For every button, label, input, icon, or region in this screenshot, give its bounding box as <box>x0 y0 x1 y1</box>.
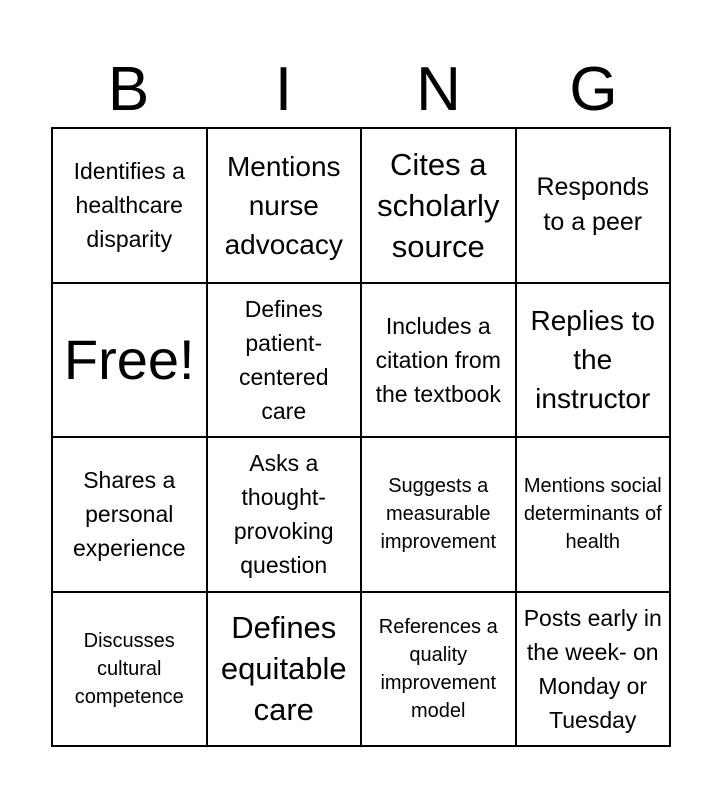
bingo-cell[interactable] <box>53 593 208 748</box>
bingo-cell-text: Defines equitable care <box>220 610 347 728</box>
bingo-cell-free[interactable] <box>53 284 208 439</box>
bingo-cell-text: Defines patient-centered care <box>238 295 329 424</box>
bingo-cell-text: Posts early in the week- on Monday or Tuesday <box>523 604 662 733</box>
bingo-cell-text: Includes a citation from the textbook <box>375 312 501 407</box>
bingo-cell[interactable] <box>517 438 672 593</box>
bingo-cell-text: Discusses cultural competence <box>74 629 184 708</box>
bingo-cell[interactable] <box>362 438 517 593</box>
header-letter-i: I <box>274 55 293 124</box>
bingo-cell[interactable] <box>53 129 208 284</box>
bingo-cell[interactable] <box>362 129 517 284</box>
bingo-cell[interactable] <box>208 284 363 439</box>
bingo-cell[interactable] <box>517 129 672 284</box>
bingo-cell[interactable] <box>208 129 363 284</box>
bingo-cell[interactable] <box>362 593 517 748</box>
bingo-cell[interactable] <box>208 438 363 593</box>
bingo-cell-text: References a quality improvement model <box>378 615 498 722</box>
bingo-cell-text: Shares a personal experience <box>72 467 186 562</box>
header-letter-g: G <box>569 55 618 124</box>
bingo-cell-text: Responds to a peer <box>536 173 650 237</box>
free-space-text: Free! <box>63 327 195 391</box>
bingo-card-grid <box>51 127 671 747</box>
bingo-cell-text: Replies to the instructor <box>530 305 655 415</box>
bingo-cell[interactable] <box>517 593 672 748</box>
bingo-cell-text: Asks a thought-provoking question <box>233 450 334 579</box>
header-letter-b: B <box>107 55 150 124</box>
bingo-cell[interactable] <box>53 438 208 593</box>
bingo-cell[interactable] <box>208 593 363 748</box>
bingo-cell-text: Mentions social determinants of health <box>523 475 662 554</box>
bingo-cell-text: Cites a scholarly source <box>377 146 500 264</box>
bingo-cell-text: Mentions nurse advocacy <box>224 150 343 260</box>
bingo-cell[interactable] <box>362 284 517 439</box>
header-letter-n: N <box>416 55 461 124</box>
bingo-header <box>51 52 671 128</box>
bingo-cell[interactable] <box>517 284 672 439</box>
bingo-cell-text: Suggests a measurable improvement <box>380 475 497 554</box>
bingo-cell-text: Identifies a healthcare disparity <box>73 158 185 253</box>
